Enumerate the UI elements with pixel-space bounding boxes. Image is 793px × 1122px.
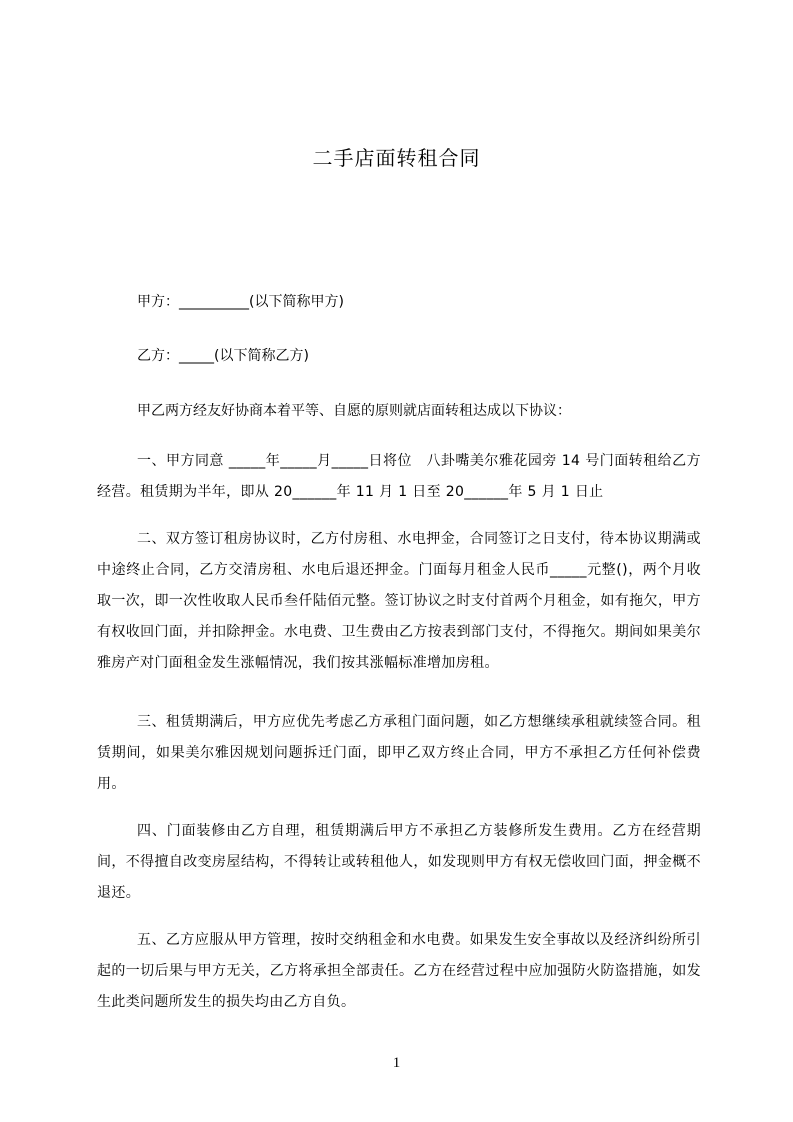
page-number: 1 <box>392 1055 401 1071</box>
clause-3: 三、租赁期满后，甲方应优先考虑乙方承租门面问题，如乙方想继续承租就续签合同。租赁期间，如果美尔雅因规划问题拆迁门面，即甲乙双方终止合同，甲方不承担乙方任何补偿费用。 <box>97 714 701 792</box>
clause-2: 二、双方签订租房协议时，乙方付房租、水电押金，合同签订之日支付，待本协议期满或中途终止合同，乙方交清房租、水电后退还押金。门面每月租金人民币_____元整()，两个月收取一次，即一次性收取人民币叁仟陆佰元整。签订协议之时支付首两个月租金，如有拖欠，甲方有权收回门面，并扣除押金。水电费、卫生费由乙方按表到部门支付，不得拖欠。期间如果美尔雅房产对门面租金发生涨幅情况，我们按其涨幅标准增加房租。 <box>97 531 701 671</box>
clause-5: 五、乙方应服从甲方管理，按时交纳租金和水电费。如果发生安全事故以及经济纠纷所引起的一切后果与甲方无关，乙方将承担全部责任。乙方在经营过程中应加强防火防盗措施，如发生此类问题所发生的损失均由乙方自负。 <box>97 932 701 1010</box>
clause-4: 四、门面装修由乙方自理，租赁期满后甲方不承担乙方装修所发生费用。乙方在经营期间，不得擅自改变房屋结构，不得转让或转租他人，如发现则甲方有权无偿收回门面，押金概不退还。 <box>97 823 701 901</box>
document-title: 二手店面转租合同 <box>312 146 481 170</box>
clause-1: 一、甲方同意 _____年_____月_____日将位 八卦嘴美尔雅花园旁 14 号门面转租给乙方经营。租赁期为半年，即从 20______年 11 月 1 日至 20______年 5 月 1 日止 <box>97 453 701 500</box>
party-b-line: 乙方：_____(以下简称乙方) <box>137 348 309 364</box>
preamble: 甲乙两方经友好协商本着平等、自愿的原则就店面转租达成以下协议： <box>137 403 571 419</box>
party-a-line: 甲方：__________(以下简称甲方) <box>137 294 344 310</box>
